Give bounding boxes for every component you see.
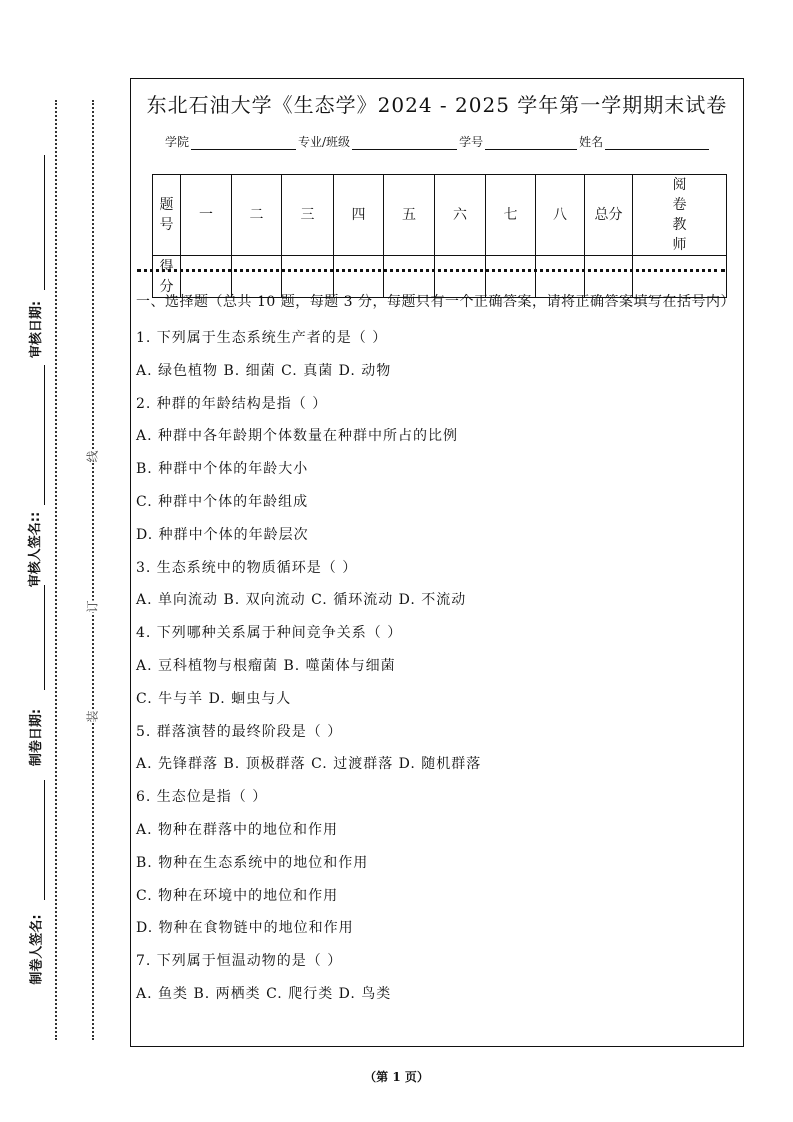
major-class-field[interactable] <box>352 137 457 150</box>
score-table-header-row <box>153 175 727 256</box>
major-class-label: 专业/班级 <box>298 135 351 149</box>
column-header: 总分 <box>585 175 633 256</box>
question-line: 2. 种群的年龄结构是指（ ） <box>136 395 328 412</box>
signature-line <box>44 365 45 505</box>
score-table <box>152 174 727 298</box>
name-field[interactable] <box>605 137 709 150</box>
exam-frame <box>130 78 744 1047</box>
section-heading: 一、选择题（总共 10 题，每题 3 分，每题只有一个正确答案，请将正确答案填写在括号内） <box>136 294 736 310</box>
review-date-label: 审核日期: <box>29 300 45 359</box>
question-line: 1. 下列属于生态系统生产者的是（ ） <box>136 330 388 346</box>
binding-char-bind: 装 <box>85 710 100 723</box>
exam-title: 东北石油大学《生态学》2024 - 2025 学年第一学期期末试卷 <box>146 93 728 117</box>
signature-line <box>44 780 45 900</box>
question-line: A. 绿色植物 B. 细菌 C. 真菌 D. 动物 <box>136 362 392 379</box>
binding-char-line: 线 <box>85 450 100 463</box>
student-id-field[interactable] <box>485 137 577 150</box>
question-line: 4. 下列哪种关系属于种间竞争关系（ ） <box>136 625 403 642</box>
question-line: C. 种群中个体的年龄组成 <box>136 493 309 510</box>
binding-char-order: 订 <box>85 600 100 613</box>
question-line: 6. 生态位是指（ ） <box>136 789 268 806</box>
column-header: 一 <box>181 175 232 256</box>
question-line: 7. 下列属于恒温动物的是（ ） <box>136 953 343 970</box>
question-line: A. 物种在群落中的地位和作用 <box>136 821 339 838</box>
student-id-label: 学号 <box>459 135 484 149</box>
question-line: 3. 生态系统中的物质循环是（ ） <box>136 559 358 576</box>
column-header: 三 <box>282 175 334 256</box>
binding-dotted-line-outer <box>55 100 57 1040</box>
question-line: A. 单向流动 B. 双向流动 C. 循环流动 D. 不流动 <box>136 592 467 609</box>
column-header: 八 <box>536 175 585 256</box>
binding-dotted-line-inner <box>92 100 94 1040</box>
question-line: B. 物种在生态系统中的地位和作用 <box>136 854 369 871</box>
question-number-label: 题号 <box>153 175 181 256</box>
column-header: 五 <box>384 175 435 256</box>
paper-maker-signature-label: 制卷人签名: <box>29 914 45 985</box>
questions <box>136 291 736 1011</box>
question-line: A. 先锋群落 B. 顶极群落 C. 过渡群落 D. 随机群落 <box>136 756 482 773</box>
question-line: C. 物种在环境中的地位和作用 <box>136 887 339 904</box>
question-line: C. 牛与羊 D. 蛔虫与人 <box>136 690 292 707</box>
signature-line <box>44 155 45 290</box>
dotted-separator <box>137 269 725 272</box>
question-line: B. 种群中个体的年龄大小 <box>136 461 309 478</box>
reviewer-signature-label: 审核人签名:: <box>28 511 44 588</box>
college-label: 学院 <box>165 135 190 149</box>
signature-line <box>44 585 45 690</box>
score-label: 得分 <box>153 256 181 298</box>
page-number: （第 1 页） <box>364 1070 429 1084</box>
paper-date-label: 制卷日期: <box>29 708 45 767</box>
question-line: 5. 群落演替的最终阶段是（ ） <box>136 723 343 740</box>
question-line: A. 种群中各年龄期个体数量在种群中所占的比例 <box>136 428 459 445</box>
question-line: A. 鱼类 B. 两栖类 C. 爬行类 D. 鸟类 <box>136 985 392 1002</box>
column-header: 七 <box>486 175 536 256</box>
question-line: A. 豆科植物与根瘤菌 B. 噬菌体与细菌 <box>136 657 396 674</box>
column-header: 阅卷教师 <box>633 175 727 256</box>
student-info-row <box>165 133 711 150</box>
column-header: 二 <box>232 175 282 256</box>
name-label: 姓名 <box>579 135 604 149</box>
question-line: D. 种群中个体的年龄层次 <box>136 526 309 543</box>
question-line: D. 物种在食物链中的地位和作用 <box>136 920 354 937</box>
column-header: 四 <box>334 175 384 256</box>
column-header: 六 <box>435 175 486 256</box>
college-field[interactable] <box>191 137 296 150</box>
